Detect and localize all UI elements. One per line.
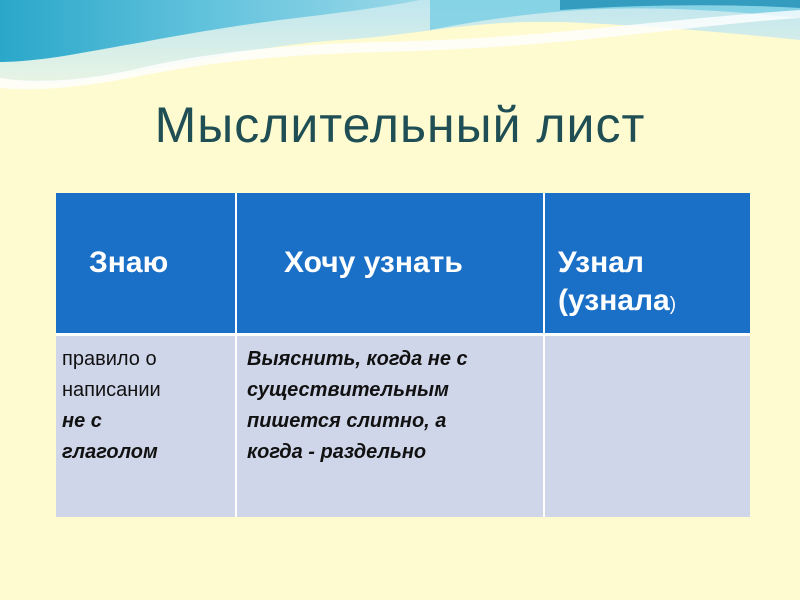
header-learned-feminine-text: (узнала <box>558 284 670 317</box>
slide-title: Мыслительный лист <box>154 97 646 153</box>
header-want-to-know-label: Хочу узнать <box>284 246 463 279</box>
cell-want-to-know-line4: когда - раздельно <box>247 440 427 463</box>
header-know-label: Знаю <box>89 246 169 279</box>
cell-want-to-know-line2: существительным <box>247 378 449 401</box>
header-learned-feminine <box>558 282 749 324</box>
header-learned <box>544 193 750 334</box>
header-learned-label: Узнал <box>558 246 644 279</box>
cell-know-plain-line2: написании <box>62 378 161 401</box>
thinking-sheet-table <box>56 193 750 517</box>
cell-know <box>56 334 236 517</box>
cell-know-strong-line2: глаголом <box>62 440 158 463</box>
cell-want-to-know-line1: Выяснить, когда не с <box>247 347 468 370</box>
cell-want-to-know-line3: пишется слитно, а <box>247 409 447 432</box>
cell-want-to-know <box>236 334 544 517</box>
cell-know-strong-line1: не с <box>62 409 102 432</box>
cell-learned <box>544 334 750 517</box>
cell-know-plain-line1: правило о <box>62 347 157 370</box>
header-learned-closing-paren: ) <box>669 294 677 315</box>
table-header-row <box>56 193 750 334</box>
header-know <box>56 193 236 334</box>
table-row <box>56 334 750 517</box>
header-want-to-know <box>236 193 544 334</box>
